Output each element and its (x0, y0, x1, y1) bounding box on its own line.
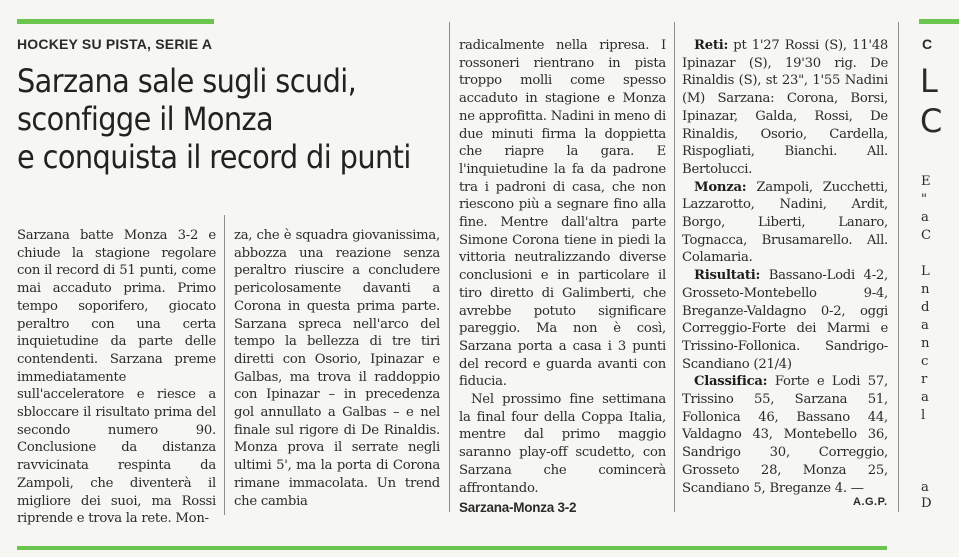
final-score: Sarzana-Monza 3-2 (459, 500, 577, 516)
monza-lineup: Zampoli, Zucchetti, Lazzarotto, Nadini, Ardit, Borgo, Liberti, Lanaro, Tognacca, Brusamarello. All. Colamaria. (682, 179, 888, 266)
article-column-1 (17, 227, 216, 528)
adjacent-text: r (921, 372, 928, 387)
adjacent-text: E (921, 174, 931, 189)
article-column-2 (234, 227, 440, 510)
adjacent-text: a (921, 390, 929, 405)
column-divider (898, 22, 899, 512)
adjacent-text: n (921, 282, 930, 297)
adjacent-headline: L (920, 62, 938, 100)
results-block (682, 267, 888, 373)
column-divider (674, 22, 675, 512)
author-signature: A.G.P. (853, 496, 888, 508)
adjacent-text: l (921, 408, 926, 423)
adjacent-headline: C (920, 102, 943, 140)
column-divider (449, 22, 450, 512)
adjacent-text: D (921, 496, 932, 511)
headline (17, 62, 457, 176)
adjacent-text: a (921, 480, 929, 495)
adjacent-text: n (921, 336, 930, 351)
adjacent-text: c (921, 354, 929, 369)
article-column-3 (459, 37, 666, 517)
monza-label: Monza: (694, 179, 747, 195)
headline-line: Sarzana sale sugli scudi, (17, 62, 357, 100)
adjacent-text: " (921, 192, 928, 207)
standings-text: Forte e Lodi 57, Trissino 55, Sarzana 51, Follonica 46, Bassano 44, Valdagno 43, Montebello 36, Sandrigo 30, Correggio, Grosseto 28, Monza 25, Scandiano 5, Breganze 4. — (682, 374, 888, 496)
monza-lineup-block (682, 179, 888, 268)
section-accent-bar (17, 19, 214, 24)
results-label: Risultati: (694, 268, 761, 284)
headline-line: sconfigge il Monza (17, 100, 274, 138)
adjacent-article-fragment (913, 0, 943, 557)
headline-line: e conquista il record di punti (17, 138, 411, 176)
adjacent-text: a (921, 318, 929, 333)
scorers-label: Reti: (694, 38, 729, 53)
adjacent-text: C (921, 228, 932, 243)
article-paragraph: za, che è squadra giovanissima, abbozza una reazione senza peraltro riuscire a concludere pericolosamente davanti a Corona in questa prima parte. Sarzana spreca nell'arco del tempo la bellezza di tre tiri diretti con Osorio, Ipinazar e Galbas, ma trova il raddoppio con Ipinazar – in precedenza gol annullato a Galbas – e nel finale sul rigore di De Rinaldis. Monza prova il serrate negli ultimi 5', ma la porta di Corona rimane immacolata. Un trend che cambia (234, 228, 440, 509)
section-kicker: HOCKEY SU PISTA, SERIE A (17, 36, 213, 52)
scorers-text: pt 1'27 Rossi (S), 11'48 Ipinazar (S), 19'30 rig. De Rinaldis (S), st 23", 1'55 Nadini (M) Sarzana: Corona, Borsi, Ipinazar, Galda, Rossi, De Rinaldis, Osorio, Cardella, Rispogliati, Bianchi. All. Bertolucci. (682, 38, 888, 177)
standings-block (682, 373, 888, 497)
standings-label: Classifica: (694, 374, 768, 390)
article-paragraph: Nel prossimo fine settimana la final four della Coppa Italia, mentre dal primo maggio saranno play-off scudetto, con Sarzana che comincerà affrontando. (459, 392, 666, 496)
adjacent-accent-bar (919, 19, 959, 24)
adjacent-kicker: C (922, 36, 933, 52)
adjacent-text: d (921, 300, 930, 315)
article-paragraph: Sarzana batte Monza 3-2 e chiude la stagione regolare con il record di 51 punti, come mai accaduto prima. Primo tempo soporifero, giocato peraltro con una certa inquietudine da parte delle contendenti. Sarzana preme immediatamente sull'acceleratore e riesce a sbloccare il risultato prima del secondo numero 90. Conclusione da distanza ravvicinata respinta da Zampoli, che diventerà il migliore dei suoi, ma Rossi riprende e trova la rete. Mon- (17, 228, 216, 527)
column-divider (224, 215, 225, 515)
article-paragraph: radicalmente nella ripresa. I rossoneri rientrano in pista troppo molli come spesso accaduto in stagione e Monza ne approfitta. Nadini in meno di due minuti firma la doppietta che riapre la gara. E l'inquietudine la fa da padrone tra i padroni di casa, che non riescono più a segnare fino alla fine. Mentre dall'altra parte Simone Corona tiene in piedi la vittoria neutralizzando diverse conclusioni e in particolare il tiro diretto di Galimberti, che avrebbe potuto significare pareggio. Ma non è così, Sarzana porta a casa i 3 punti del record e guarda avanti con fiducia. (459, 38, 666, 390)
adjacent-text: L (921, 264, 930, 279)
scorers-block (682, 37, 888, 179)
results-text: Bassano-Lodi 4-2, Grosseto-Montebello 9-4, Breganze-Valdagno 0-2, oggi Correggio-Forte dei Marmi e Trissino-Follonica. Sandrigo-Scandiano (21/4) (682, 268, 888, 372)
adjacent-text: a (921, 210, 929, 225)
bottom-accent-bar (17, 546, 887, 550)
match-box (682, 37, 888, 497)
